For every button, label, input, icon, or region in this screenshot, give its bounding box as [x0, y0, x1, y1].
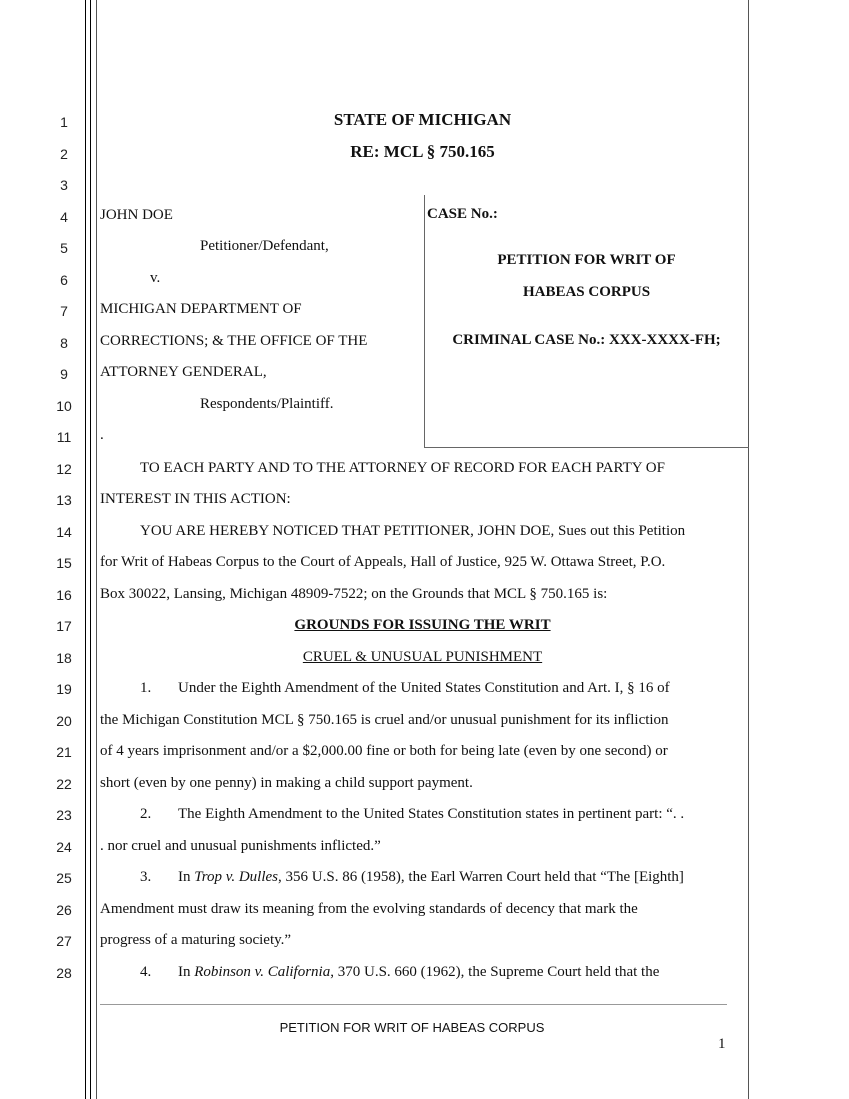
body-line: [178, 868, 684, 886]
statute-reference: RE: MCL § 750.165: [350, 142, 495, 161]
line-number: 8: [60, 335, 68, 351]
section-heading: GROUNDS FOR ISSUING THE WRIT: [294, 617, 551, 633]
subsection-heading: CRUEL & UNUSUAL PUNISHMENT: [302, 649, 543, 665]
body-line: The Eighth Amendment to the United States Constitution states in pertinent part: “. .: [178, 806, 685, 822]
document-title: PETITION FOR WRIT OF: [497, 252, 676, 268]
line-number: 15: [56, 555, 72, 571]
line-number: 5: [60, 240, 68, 256]
petitioner-role: Petitioner/Defendant,: [200, 238, 329, 254]
line-number: 7: [60, 303, 68, 319]
line-number: 20: [56, 713, 72, 729]
versus: v.: [150, 270, 161, 286]
left-margin-rule: [96, 0, 97, 1099]
footer-rule: [100, 1004, 727, 1005]
body-line: short (even by one penny) in making a child support payment.: [100, 775, 473, 791]
body-line: . nor cruel and unusual punishments inflicted.”: [100, 838, 381, 854]
document-title: HABEAS CORPUS: [522, 284, 651, 300]
line-number: 23: [56, 807, 72, 823]
line-number: 12: [56, 461, 72, 477]
line-number: 4: [60, 209, 68, 225]
text-run: , 356 U.S. 86 (1958), the Earl Warren Court held that “The [Eighth]: [278, 869, 684, 885]
body-line: the Michigan Constitution MCL § 750.165 is cruel and/or unusual punishment for its infliction: [100, 712, 669, 728]
body-line: of 4 years imprisonment and/or a $2,000.00 fine or both for being late (even by one second) or: [100, 743, 668, 759]
text-run: In: [178, 964, 195, 980]
line-number: 3: [60, 177, 68, 193]
page-number: 1: [718, 1036, 726, 1052]
petitioner-name: JOHN DOE: [100, 207, 173, 223]
paragraph-number: 4.: [140, 964, 152, 980]
criminal-case-number: CRIMINAL CASE No.: XXX-XXXX-FH;: [452, 332, 721, 348]
line-number: 9: [60, 366, 68, 382]
left-double-rule-inner: [90, 0, 91, 1099]
paragraph-number: 2.: [140, 806, 152, 822]
body-line: for Writ of Habeas Corpus to the Court of Appeals, Hall of Justice, 925 W. Ottawa Street, P.O.: [100, 554, 666, 570]
right-margin-rule: [748, 0, 749, 1099]
court-title: STATE OF MICHIGAN: [333, 110, 512, 129]
line-number: 24: [56, 839, 72, 855]
body-line: Box 30022, Lansing, Michigan 48909-7522; on the Grounds that MCL § 750.165 is:: [100, 586, 608, 602]
caption-divider-vertical: [424, 195, 425, 447]
line-number: 18: [56, 650, 72, 666]
line-number: 19: [56, 681, 72, 697]
respondent-name: ATTORNEY GENDERAL,: [100, 364, 267, 380]
body-line: YOU ARE HEREBY NOTICED THAT PETITIONER, JOHN DOE, Sues out this Petition: [140, 523, 686, 539]
line-number: 27: [56, 933, 72, 949]
body-line: progress of a maturing society.”: [100, 932, 292, 948]
line-number: 11: [56, 429, 72, 445]
paragraph-number: 1.: [140, 680, 152, 696]
line-number: 25: [56, 870, 72, 886]
case-citation: Robinson v. California: [194, 964, 331, 980]
respondent-name: CORRECTIONS; & THE OFFICE OF THE: [100, 333, 368, 349]
line-number: 16: [56, 587, 72, 603]
case-citation: Trop v. Dulles: [194, 869, 279, 885]
body-line: Amendment must draw its meaning from the evolving standards of decency that mark the: [100, 901, 638, 917]
line-number: 26: [56, 902, 72, 918]
line-number: 6: [60, 272, 68, 288]
line-number: 22: [56, 776, 72, 792]
body-line: [178, 963, 659, 981]
paragraph-number: 3.: [140, 869, 152, 885]
line-number: 10: [56, 398, 72, 414]
body-line: TO EACH PARTY AND TO THE ATTORNEY OF RECORD FOR EACH PARTY OF: [140, 460, 665, 476]
body-line: INTEREST IN THIS ACTION:: [100, 491, 291, 507]
footer-title: PETITION FOR WRIT OF HABEAS CORPUS: [279, 1020, 545, 1035]
case-number-label: CASE No.:: [427, 206, 498, 222]
line-number: 28: [56, 965, 72, 981]
caption-period: .: [100, 427, 104, 443]
line-number: 1: [60, 114, 68, 130]
line-number: 2: [60, 146, 68, 162]
line-number: 17: [56, 618, 72, 634]
text-run: , 370 U.S. 660 (1962), the Supreme Court held that the: [330, 964, 660, 980]
respondent-name: MICHIGAN DEPARTMENT OF: [100, 301, 302, 317]
body-line: Under the Eighth Amendment of the United States Constitution and Art. I, § 16 of: [178, 680, 670, 696]
left-double-rule-outer: [85, 0, 86, 1099]
caption-divider-horizontal: [424, 447, 749, 448]
line-number: 14: [56, 524, 72, 540]
respondent-role: Respondents/Plaintiff.: [200, 396, 334, 412]
text-run: In: [178, 869, 195, 885]
line-number: 21: [56, 744, 72, 760]
line-number: 13: [56, 492, 72, 508]
